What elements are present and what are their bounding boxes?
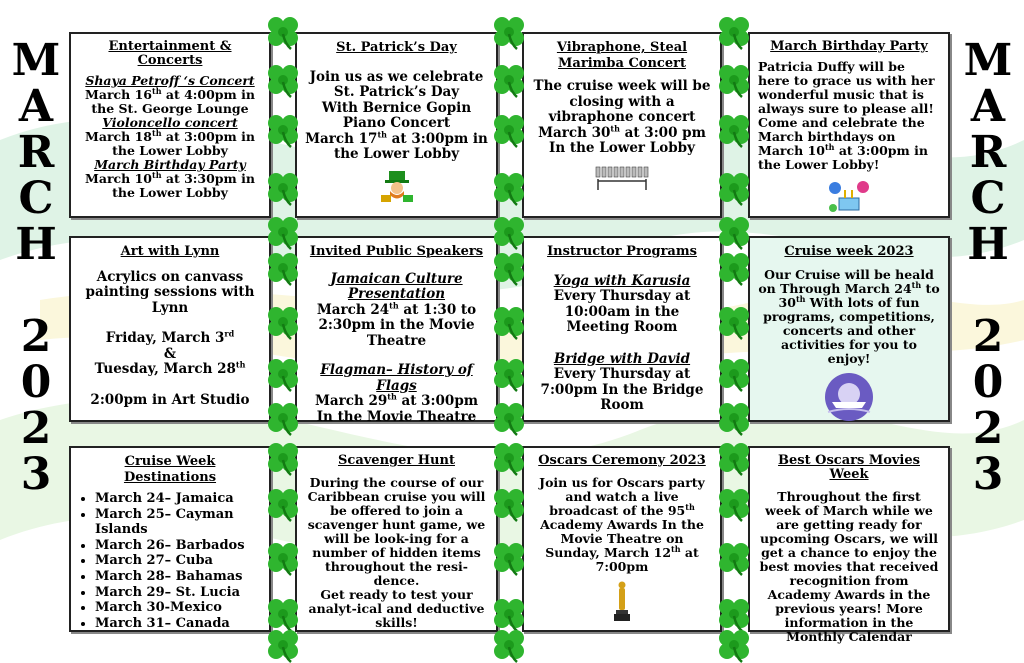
shamrock-icon xyxy=(491,304,527,340)
speaker-place: In the Movie Theatre xyxy=(316,408,477,425)
destinations-box xyxy=(69,446,271,632)
side-digit: 3 xyxy=(972,449,1004,500)
shamrock-icon xyxy=(265,112,301,148)
box-title: Entertainment & Concerts xyxy=(108,39,232,68)
event-title: Violoncello concert xyxy=(102,115,238,130)
birthday-box xyxy=(748,32,950,218)
shamrock-icon xyxy=(265,14,301,50)
birthday-body: Patricia Duffy will be here to grace us with her wonderful music that is always sure to please all! Come and celebrate the March birthdays on March 10th at 3:00pm in the Lower Lobby! xyxy=(758,59,935,172)
list-item: • March 31– Canada xyxy=(95,616,261,632)
bestmovies-box xyxy=(748,446,950,644)
shamrock-icon xyxy=(265,627,301,663)
shamrock-icon xyxy=(491,540,527,576)
cruise-ship-icon xyxy=(824,372,874,422)
box-title: Best Oscars Movies Week xyxy=(778,453,920,482)
list-item: • March 27– Cuba xyxy=(95,553,261,569)
scavenger-body: During the course of our Caribbean cruise you will be offered to join a scavenger hunt game, we will be look-ing for a number of hidden items throughout the resi-dence. xyxy=(307,475,486,588)
list-item: • March 25– Cayman Islands xyxy=(95,507,261,538)
vibraphone-icon xyxy=(594,163,650,191)
birthday-cake-icon xyxy=(827,178,871,214)
stpatrick-box xyxy=(295,32,498,218)
stpatrick-date: March 17th at 3:00pm in the Lower Lobby xyxy=(305,129,488,162)
destinations-list xyxy=(79,491,261,631)
stpatrick-line1: Join us as we celebrate St. Patrick’s Day xyxy=(309,68,484,100)
speaker-detail: March 24th at 1:30 to 2:30pm in the Movie Theatre xyxy=(316,300,477,349)
cruise-body: Our Cruise will be heald on Through March 24th to 30th With lots of fun programs, competitions, concerts and other activities for you to enjoy! xyxy=(758,266,940,366)
shamrock-icon xyxy=(491,250,527,286)
vibraphone-place: In the Lower Lobby xyxy=(549,140,695,156)
shamrock-icon xyxy=(716,627,752,663)
event-detail: March 16th at 4:00pm in the St. George Lounge xyxy=(85,85,255,116)
shamrock-icon xyxy=(716,214,752,250)
oscar-statue-icon xyxy=(613,580,631,622)
shamrock-icon xyxy=(265,170,301,206)
side-letter: M xyxy=(11,35,61,86)
list-item: • March 28– Bahamas xyxy=(95,569,261,585)
shamrock-icon xyxy=(716,486,752,522)
art-date2: Tuesday, March 28th xyxy=(94,359,246,377)
stpatrick-line2: With Bernice Gopin Piano Concert xyxy=(321,99,472,131)
shamrock-icon xyxy=(716,170,752,206)
event-title: March Birthday Party xyxy=(94,157,246,172)
box-title: Instructor Programs xyxy=(547,244,697,259)
shamrock-icon xyxy=(716,440,752,476)
shamrock-icon xyxy=(716,250,752,286)
shamrock-icon xyxy=(716,304,752,340)
entertainment-box xyxy=(69,32,271,218)
shamrock-icon xyxy=(716,62,752,98)
side-digit: 0 xyxy=(20,357,52,408)
side-letter: R xyxy=(969,127,1007,178)
vibraphone-date: March 30th at 3:00 pm xyxy=(538,123,706,141)
shamrock-icon xyxy=(491,486,527,522)
shamrock-icon xyxy=(265,400,301,436)
shamrock-icon xyxy=(265,214,301,250)
side-letter: H xyxy=(15,219,57,270)
side-letter: A xyxy=(18,81,54,132)
side-letter: R xyxy=(17,127,55,178)
shamrock-icon xyxy=(265,304,301,340)
art-time: 2:00pm in Art Studio xyxy=(90,391,250,408)
side-digit: 2 xyxy=(20,311,52,362)
event-title: Shaya Petroff ‘s Concert xyxy=(85,73,255,88)
program-title: Yoga with Karusia xyxy=(553,272,691,289)
side-digit: 0 xyxy=(972,357,1004,408)
shamrock-icon xyxy=(716,400,752,436)
list-item: • March 24– Jamaica xyxy=(95,491,261,507)
side-digit: 3 xyxy=(20,449,52,500)
shamrock-icon xyxy=(716,540,752,576)
side-letter: C xyxy=(970,173,1006,224)
speaker-title: Jamaican Culture Presentation xyxy=(330,270,463,302)
side-title-right xyxy=(958,35,1018,518)
speaker-detail: March 29th at 3:00pm xyxy=(314,391,479,409)
vibraphone-box xyxy=(522,32,722,218)
shamrock-icon xyxy=(265,486,301,522)
shamrock-icon xyxy=(491,400,527,436)
box-title: St. Patrick’s Day xyxy=(336,40,457,55)
shamrock-icon xyxy=(491,112,527,148)
shamrock-icon xyxy=(491,440,527,476)
art-amp: & xyxy=(163,345,177,362)
shamrock-icon xyxy=(265,440,301,476)
box-title: Oscars Ceremony 2023 xyxy=(538,453,706,468)
speakers-box xyxy=(295,236,498,425)
box-title: Vibraphone, Steal Marimba Concert xyxy=(556,40,688,71)
cruise-box xyxy=(748,236,950,422)
shamrock-icon xyxy=(716,112,752,148)
art-box xyxy=(69,236,271,422)
box-title: Invited Public Speakers xyxy=(309,244,484,259)
side-letter: M xyxy=(963,35,1013,86)
side-digit: 2 xyxy=(972,311,1004,362)
side-digit: 2 xyxy=(972,403,1004,454)
shamrock-icon xyxy=(491,214,527,250)
side-letter: C xyxy=(18,173,54,224)
art-date1: Friday, March 3rd xyxy=(105,328,235,346)
shamrock-icon xyxy=(491,170,527,206)
oscars-body: Join us for Oscars party and watch a live broadcast of the 95th Academy Awards In the Movie Theatre on Sunday, March 12th at 7:00pm xyxy=(539,475,705,574)
bestmovies-body: Throughout the first week of March while we are getting ready for upcoming Oscars, we will get a chance to enjoy the best movies that received recognition from Academy Awards in the previous years! More information in the Monthly Calendar xyxy=(759,489,939,644)
shamrock-icon xyxy=(265,250,301,286)
box-title: Cruise week 2023 xyxy=(784,244,914,259)
side-title-left xyxy=(6,35,66,518)
instructor-box xyxy=(522,236,722,422)
vibraphone-body: The cruise week will be closing with a vibraphone concert xyxy=(533,78,711,125)
shamrock-icon xyxy=(491,627,527,663)
side-letter: H xyxy=(967,219,1009,270)
scavenger-box xyxy=(295,446,498,632)
box-title: March Birthday Party xyxy=(770,39,928,54)
list-item: • March 29– St. Lucia xyxy=(95,585,261,601)
shamrock-icon xyxy=(491,356,527,392)
shamrock-icon xyxy=(265,356,301,392)
shamrock-icon xyxy=(265,540,301,576)
event-detail: March 10th at 3:30pm in the Lower Lobby xyxy=(85,169,255,200)
box-title: Art with Lynn xyxy=(120,244,220,259)
scavenger-body2: Get ready to test your analyt-ical and deductive skills! xyxy=(308,587,485,630)
program-detail: Every Thursday at 10:00am in the Meeting Room xyxy=(553,288,691,335)
leprechaun-icon xyxy=(377,169,417,203)
box-title: Scavenger Hunt xyxy=(338,453,455,468)
shamrock-icon xyxy=(716,14,752,50)
program-detail: Every Thursday at 7:00pm In the Bridge Room xyxy=(540,366,704,413)
speaker-title: Flagman– History of Flags xyxy=(320,362,473,394)
event-detail: March 18th at 3:00pm in the Lower Lobby xyxy=(85,127,255,158)
list-item: • March 26– Barbados xyxy=(95,538,261,554)
box-title: Cruise Week Destinations xyxy=(123,454,217,485)
program-title: Bridge with David xyxy=(553,350,691,367)
art-line1: Acrylics on canvass painting sessions with Lynn xyxy=(85,268,255,316)
shamrock-icon xyxy=(491,14,527,50)
oscars-box xyxy=(522,446,722,632)
shamrock-icon xyxy=(716,356,752,392)
side-digit: 2 xyxy=(20,403,52,454)
shamrock-icon xyxy=(491,62,527,98)
list-item: • March 30-Mexico xyxy=(95,600,261,616)
shamrock-icon xyxy=(265,62,301,98)
side-letter: A xyxy=(970,81,1006,132)
